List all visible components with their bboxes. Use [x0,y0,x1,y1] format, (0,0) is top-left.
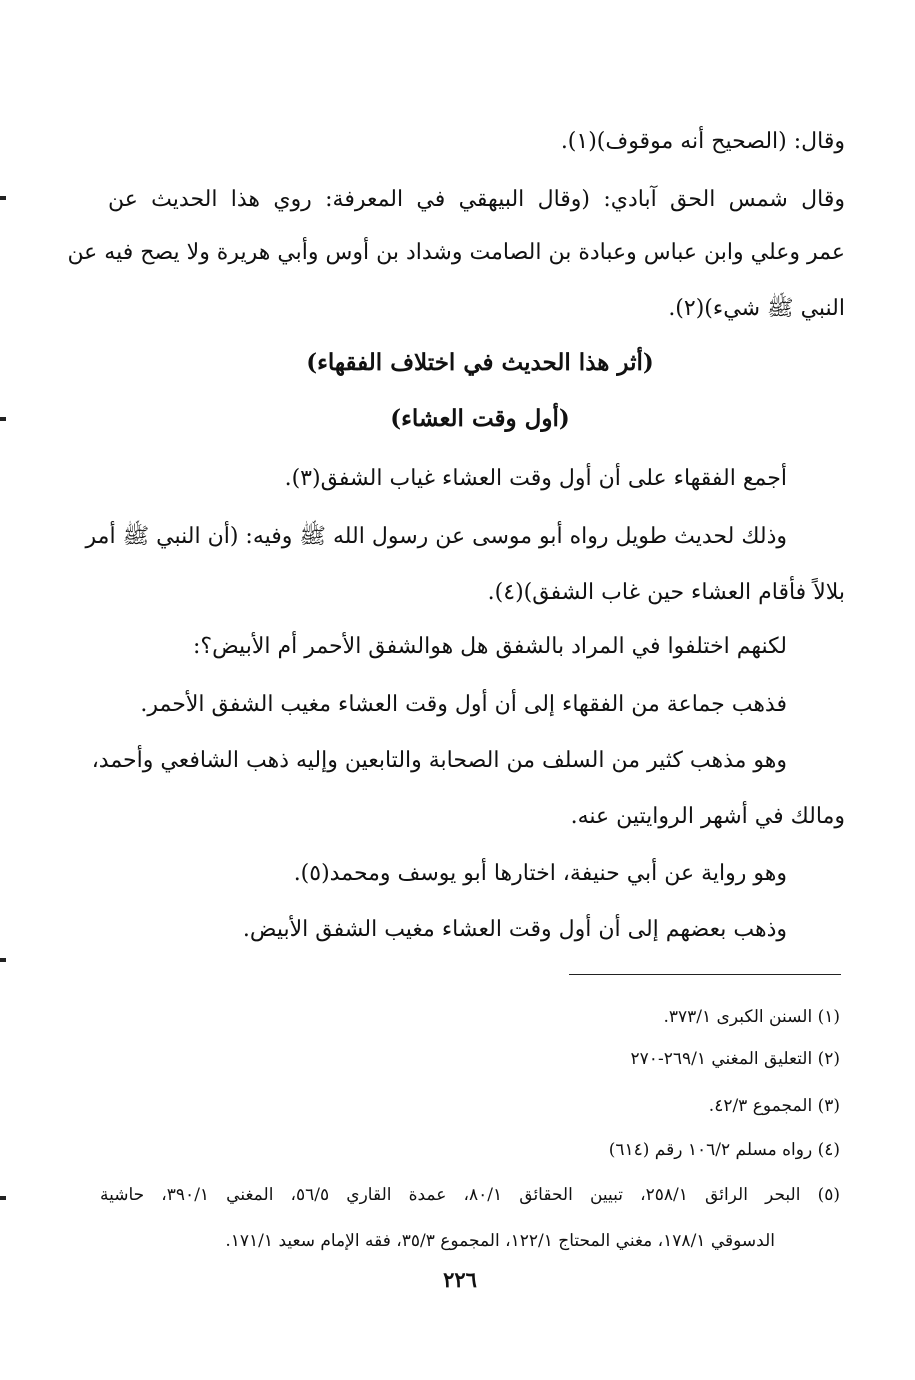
footnote-5-continued: الدسوقي ١٧٨/١، مغني المحتاج ١٢٢/١، المجموع ٣٥/٣، فقه الإمام سعيد ١٧١/١. [225,1231,775,1251]
footnote-4: (٤) رواه مسلم ١٠٦/٢ رقم (٦١٤) [608,1140,840,1160]
footnote-5: (٥) البحر الرائق ٢٥٨/١، تبيين الحقائق ٨٠/١، عمدة القاري ٥٦/٥، المغني ٣٩٠/١، حاشية [100,1185,840,1205]
subsection-heading: (أول وقت العشاء) [390,405,570,432]
body-line-12: وهو رواية عن أبي حنيفة، اختارها أبو يوسف ومحمد(٥). [293,861,787,886]
page-number: ٢٢٦ [443,1267,477,1292]
section-heading: (أثر هذا الحديث في اختلاف الفقهاء) [306,349,654,376]
body-line-13: وذهب بعضهم إلى أن أول وقت العشاء مغيب الشفق الأبيض. [242,917,787,942]
margin-mark [0,417,6,421]
body-line-4: النبي ﷺ شيء)(٢). [668,296,845,321]
body-line-6: وذلك لحديث طويل رواه أبو موسى عن رسول الله ﷺ وفيه: (أن النبي ﷺ أمر [85,524,787,549]
body-line-10: وهو مذهب كثير من السلف من الصحابة والتابعين وإليه ذهب الشافعي وأحمد، [91,748,787,773]
margin-mark [0,1196,6,1200]
body-line-1: وقال: (الصحيح أنه موقوف)(١). [560,129,845,154]
body-line-2: وقال شمس الحق آبادي: (وقال البيهقي في المعرفة: روي هذا الحديث عن [108,187,845,212]
footnote-separator [569,974,841,975]
body-line-9: فذهب جماعة من الفقهاء إلى أن أول وقت العشاء مغيب الشفق الأحمر. [140,692,787,717]
margin-mark [0,196,6,200]
body-line-11: ومالك في أشهر الروايتين عنه. [570,804,845,829]
body-line-7: بلالاً فأقام العشاء حين غاب الشفق)(٤). [487,580,845,605]
footnote-2: (٢) التعليق المغني ٢٦٩/١-٢٧٠ [630,1049,840,1069]
body-line-3: عمر وعلي وابن عباس وعبادة بن الصامت وشداد بن أوس وأبي هريرة ولا يصح فيه عن [67,240,845,265]
footnote-3: (٣) المجموع ٤٢/٣. [708,1096,840,1116]
footnote-1: (١) السنن الكبرى ٣٧٣/١. [663,1007,840,1027]
margin-mark [0,958,6,962]
body-line-8: لكنهم اختلفوا في المراد بالشفق هل هوالشفق الأحمر أم الأبيض؟: [193,634,787,659]
body-line-5: أجمع الفقهاء على أن أول وقت العشاء غياب الشفق(٣). [284,466,787,491]
